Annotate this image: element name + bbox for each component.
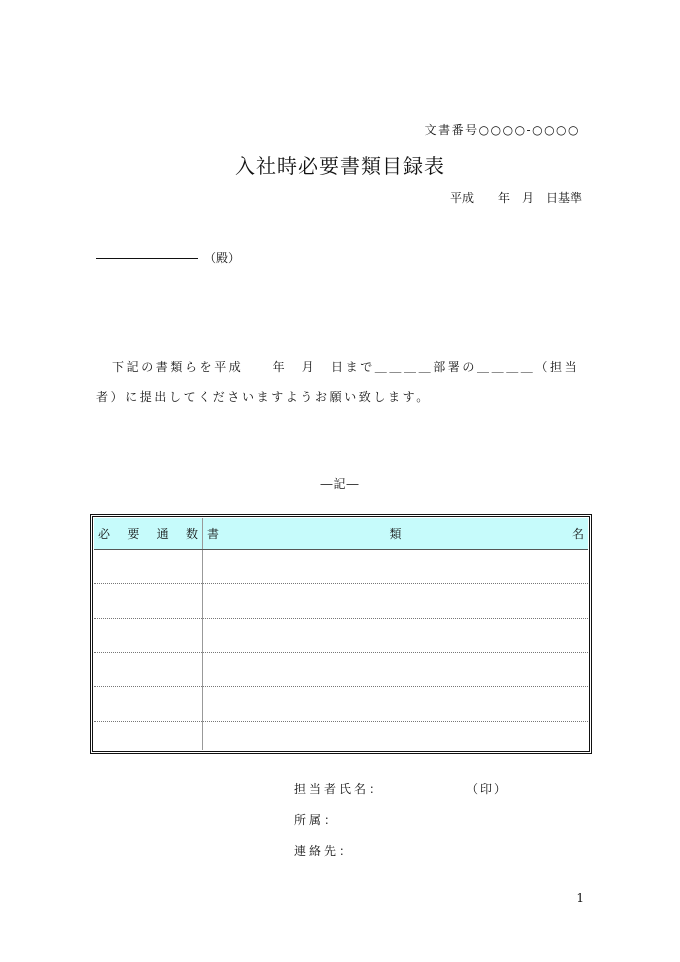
table-row: [94, 550, 588, 584]
request-paragraph: [96, 352, 584, 412]
table-row: [94, 653, 588, 687]
person-in-charge-label: 担当者氏名：: [294, 782, 385, 796]
name-cell[interactable]: [203, 721, 589, 750]
count-cell[interactable]: [94, 550, 203, 584]
name-cell[interactable]: [203, 653, 589, 687]
count-cell[interactable]: [94, 653, 203, 687]
page-number: 1: [576, 891, 584, 905]
count-cell[interactable]: [94, 584, 203, 618]
page-title: 入社時必要書類目録表: [235, 154, 445, 178]
table-row: [94, 687, 588, 721]
header-document-name-part3: 名: [571, 527, 584, 541]
name-cell[interactable]: [203, 584, 589, 618]
section-heading: ―記―: [320, 477, 360, 491]
addressee-suffix: （殿）: [204, 251, 241, 265]
request-text: 下記の書類らを平成 年 月 日まで＿＿＿＿部署の＿＿＿＿（担当者）に提出してくださいますようお願い致します。: [96, 360, 580, 404]
addressee-blank-line: [96, 258, 198, 259]
table-row: [94, 584, 588, 618]
documents-table: [94, 518, 588, 750]
count-cell[interactable]: [94, 618, 203, 652]
document-number: 文書番号○○○○-○○○○: [424, 123, 580, 137]
table-header-row: [94, 518, 588, 550]
header-required-count: 必要通数: [94, 518, 203, 550]
header-document-name: [203, 518, 589, 550]
name-cell[interactable]: [203, 550, 589, 584]
name-cell[interactable]: [203, 687, 589, 721]
table-row: [94, 721, 588, 750]
table-row: [94, 618, 588, 652]
count-cell[interactable]: [94, 721, 203, 750]
count-cell[interactable]: [94, 687, 203, 721]
header-document-name-part2: 類: [389, 527, 402, 541]
addressee: [96, 249, 240, 266]
header-document-name-part1: 書: [207, 527, 220, 541]
name-cell[interactable]: [203, 618, 589, 652]
seal-mark: （印）: [466, 782, 509, 796]
department-label: 所属：: [294, 813, 340, 827]
contact-label: 連絡先：: [294, 844, 355, 858]
documents-table-frame: [90, 514, 592, 754]
basis-date: 平成 年 月 日基準: [449, 191, 582, 205]
